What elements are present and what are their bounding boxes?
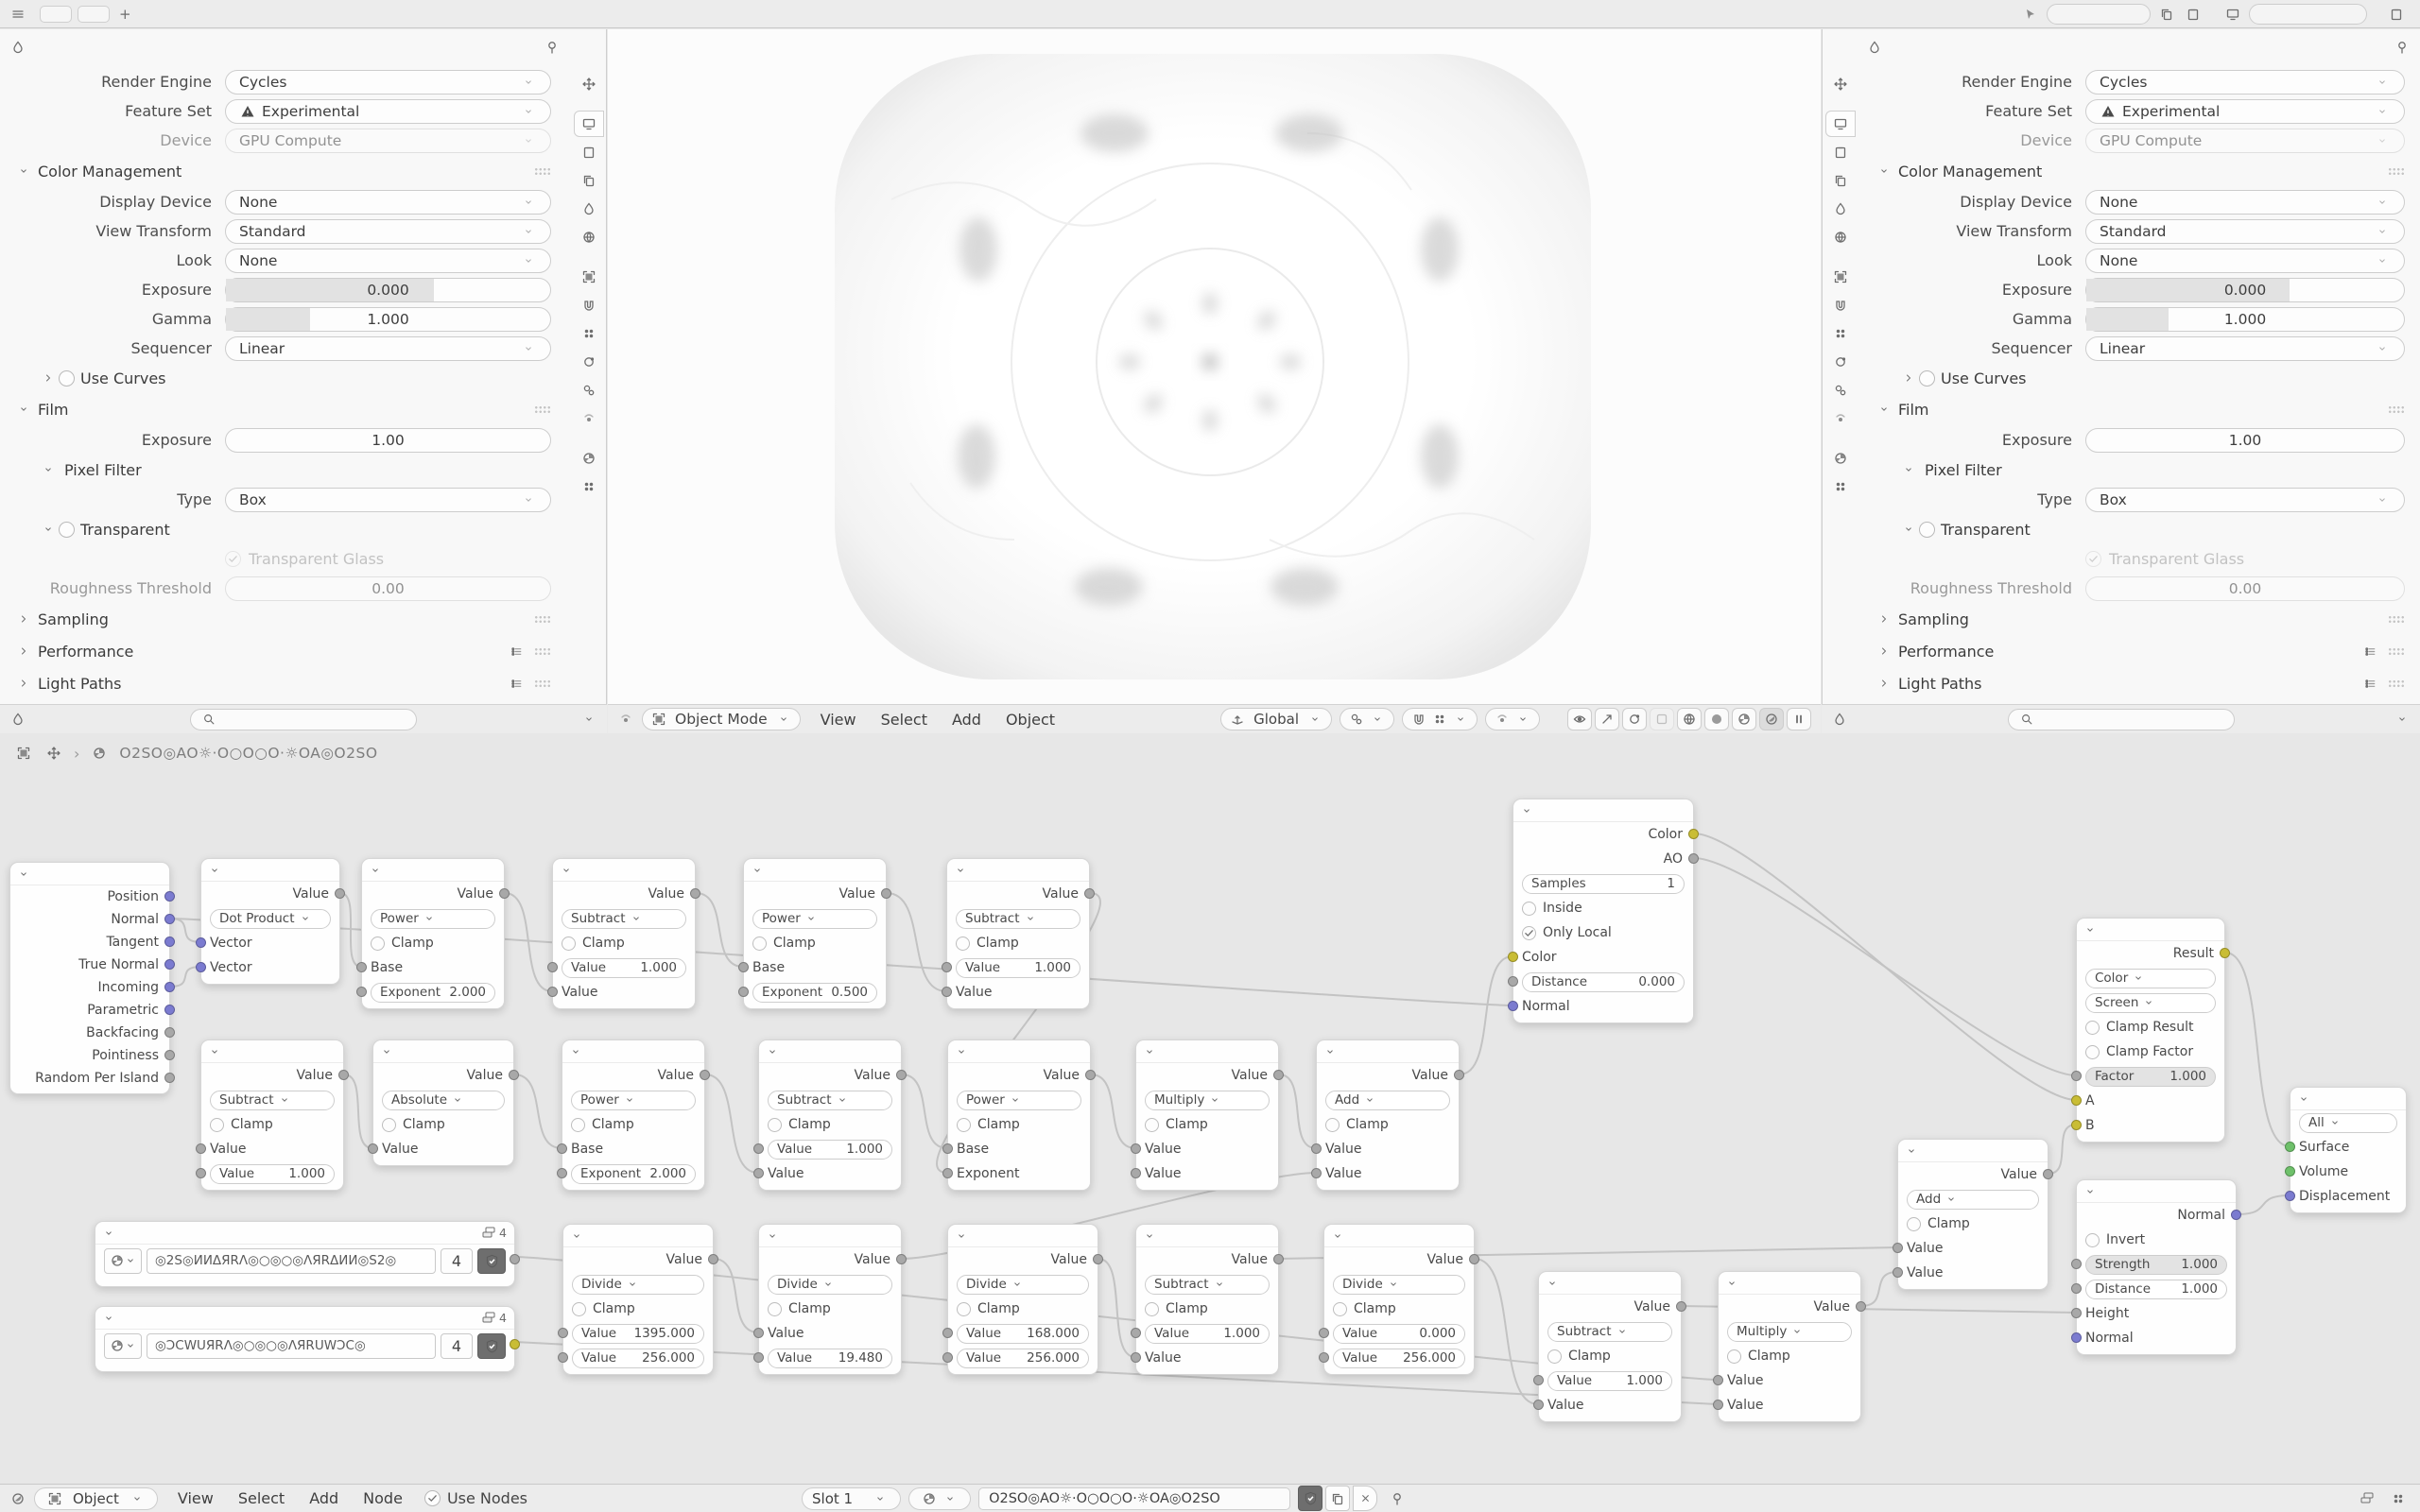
prop-label: Type [177, 490, 212, 508]
tab-modifiers[interactable] [1825, 292, 1856, 318]
node-checkbox-clamp-result[interactable] [2085, 1021, 2100, 1035]
texture-browse-dropdown[interactable] [104, 1248, 142, 1274]
subpanel-use-curves[interactable]: Use Curves [0, 363, 566, 393]
node-value-field[interactable]: Value 0.000 [1333, 1324, 1465, 1344]
node-material-output[interactable]: All Surface Volume Displacement [2290, 1087, 2407, 1213]
node-math-subtract-3[interactable]: Value Subtract Clamp Value Value 1.000 [200, 1040, 344, 1191]
search-icon [199, 709, 219, 730]
node-math-power-4[interactable]: Value Power Clamp Base Exponent [947, 1040, 1091, 1191]
section-color-management[interactable]: Color Management [0, 155, 566, 187]
view-layer-field[interactable] [2249, 4, 2367, 25]
viewport-menu-add[interactable]: Add [951, 710, 981, 729]
node-value-field[interactable]: Value 19.480 [768, 1349, 892, 1368]
prop-label: Display Device [1960, 193, 2072, 211]
tab-object-data[interactable] [574, 405, 604, 432]
prop-label: Roughness Threshold [1910, 579, 2072, 597]
prop-roughness-threshold[interactable]: 0.00 [225, 576, 551, 601]
node-value-field[interactable]: Exponent 2.000 [371, 983, 495, 1003]
prop-device[interactable]: GPU Compute [2085, 129, 2405, 153]
node-operation-dropdown[interactable]: Color [2085, 969, 2216, 988]
tab-object-data[interactable] [1825, 405, 1856, 432]
app-menu-icon[interactable] [8, 4, 28, 25]
node-operation-dropdown[interactable]: Subtract [1145, 1275, 1270, 1295]
node-ambient-occlusion[interactable]: Color AO Samples 1 Inside Only Local Color Distance 0.000 Normal [1512, 799, 1694, 1023]
prop-label: View Transform [95, 222, 212, 240]
pin-material-icon[interactable] [1387, 1488, 1408, 1509]
prop-label: Device [2020, 131, 2072, 149]
fake-user-shield-icon[interactable] [477, 1333, 506, 1359]
grid-icon[interactable] [2388, 1488, 2409, 1509]
node-math-multiply-1[interactable]: Value Multiply Clamp Value Value [1135, 1040, 1279, 1191]
node-operation-dropdown[interactable]: Power [752, 909, 877, 929]
display-icon[interactable] [2222, 4, 2243, 25]
node-value-field[interactable]: Value 256.000 [1333, 1349, 1465, 1368]
properties-editor-icon[interactable] [8, 37, 28, 58]
preset-list-icon[interactable] [506, 673, 527, 694]
chevron-down-icon [1305, 709, 1325, 730]
tab-texture[interactable] [1825, 473, 1856, 500]
node-editor-header [0, 1484, 2420, 1512]
object-mode-icon [648, 709, 669, 730]
section-film[interactable]: Film [0, 393, 566, 425]
node-math-power-3[interactable]: Value Power Clamp Base Exponent 2.000 [562, 1040, 705, 1191]
node-operation-dropdown[interactable]: Add [1325, 1091, 1450, 1110]
node-value-field[interactable]: Value 1.000 [562, 958, 686, 978]
preset-list-icon[interactable] [2360, 641, 2380, 662]
prop-label: Exposure [2001, 431, 2072, 449]
proportional-edit-dropdown[interactable] [1485, 708, 1540, 730]
pin-icon-right[interactable] [2392, 37, 2412, 58]
orientation-dropdown[interactable]: Global [1220, 708, 1332, 730]
texture-name-field[interactable]: ◎ƆCWUЯRΛ◎○◎○◎ΛЯRUWƆC◎ [147, 1333, 436, 1359]
prop-label: Roughness Threshold [49, 579, 212, 597]
checkbox[interactable] [59, 522, 75, 538]
magnet-icon [1409, 709, 1429, 730]
tab-world[interactable] [1825, 224, 1856, 250]
node-math-add-2[interactable]: Value Add Clamp Value Value [1897, 1139, 2048, 1290]
node-value-field[interactable]: Value 1395.000 [572, 1324, 704, 1344]
clipboard-icon-2[interactable] [2386, 4, 2407, 25]
node-math-divide-1[interactable]: Value Divide Clamp Value 1395.000 Value 256.000 [562, 1224, 714, 1375]
tab-texture[interactable] [574, 473, 604, 500]
tab-tool[interactable] [1825, 71, 1856, 97]
node-image-texture-2[interactable]: 4 ◎ƆCWUЯRΛ◎○◎○◎ΛЯRUWƆC◎ 4 [95, 1306, 515, 1372]
node-checkbox-clamp[interactable] [957, 1302, 971, 1316]
workspace-tab-1[interactable] [40, 6, 72, 23]
node-checkbox-clamp[interactable] [957, 1118, 971, 1132]
node-operation-dropdown[interactable]: Divide [572, 1275, 704, 1295]
use-nodes-checkbox[interactable] [424, 1490, 441, 1506]
node-checkbox-clamp[interactable] [768, 1302, 782, 1316]
node-operation-dropdown[interactable]: Absolute [382, 1091, 505, 1110]
prop-device[interactable]: GPU Compute [225, 129, 551, 153]
prop-label: Feature Set [1985, 102, 2072, 120]
node-checkbox-clamp[interactable] [1907, 1217, 1921, 1231]
prop-label: Device [160, 131, 212, 149]
gizmos-icon[interactable] [1595, 708, 1619, 730]
system-icon[interactable] [2358, 1488, 2378, 1509]
subpanel-use-curves[interactable]: Use Curves [1860, 363, 2420, 393]
snapping-dropdown[interactable] [1340, 708, 1394, 730]
node-checkbox-clamp[interactable] [371, 936, 385, 951]
node-checkbox-clamp[interactable] [210, 1118, 224, 1132]
node-operation-dropdown[interactable]: Dot Product [210, 909, 331, 929]
prop-display-device[interactable]: None [225, 190, 551, 215]
users-count-button[interactable]: 4 [441, 1333, 473, 1359]
tab-view-layer[interactable] [1825, 167, 1856, 194]
shading-material-icon[interactable] [1732, 708, 1756, 730]
prop-sequencer[interactable]: Linear [2085, 336, 2405, 361]
tab-particles[interactable] [574, 320, 604, 347]
node-checkbox-inside[interactable] [1522, 902, 1536, 916]
slot-dropdown[interactable]: Slot 1 [802, 1487, 901, 1510]
fake-user-shield-icon[interactable] [477, 1248, 506, 1274]
shading-rendered-icon[interactable] [1759, 708, 1784, 730]
editor-type-icon[interactable] [8, 709, 28, 730]
shading-solid-icon[interactable] [1704, 708, 1729, 730]
node-value-field[interactable]: Distance 1.000 [2085, 1280, 2227, 1299]
viewport-header [608, 704, 1821, 733]
proportional-icon [1492, 709, 1512, 730]
node-value-field[interactable]: Distance 0.000 [1522, 972, 1685, 992]
node-bump[interactable]: Normal Invert Strength 1.000 Distance 1.000 Height Normal [2076, 1179, 2237, 1355]
node-value-field[interactable]: Value 1.000 [1145, 1324, 1270, 1344]
node-checkbox-invert[interactable] [2085, 1233, 2100, 1247]
node-menu-select[interactable]: Select [237, 1489, 285, 1507]
section-light-paths[interactable]: Light Paths [0, 667, 566, 699]
tab-object[interactable] [574, 264, 604, 290]
node-checkbox-clamp[interactable] [1333, 1302, 1347, 1316]
breadcrumb: › O2SO◎AO☼·O○O○O·☼OA◎O2SO [13, 743, 378, 764]
scene-name-field[interactable] [2047, 4, 2151, 25]
prop-label: Feature Set [125, 102, 212, 120]
texture-browse-dropdown[interactable] [104, 1333, 142, 1359]
viewport-menu-object[interactable]: Object [1005, 710, 1056, 729]
prop-label: Sequencer [130, 339, 212, 357]
node-operation-dropdown[interactable]: Subtract [210, 1091, 335, 1110]
breadcrumb-material-name: O2SO◎AO☼·O○O○O·☼OA◎O2SO [119, 745, 378, 762]
node-value-field[interactable]: Exponent 0.500 [752, 983, 877, 1003]
cursor-tool-icon[interactable] [2020, 4, 2041, 25]
prop-gamma[interactable]: 1.000 [2085, 307, 2405, 332]
copy-icon[interactable] [2156, 4, 2177, 25]
tab-output[interactable] [574, 139, 604, 165]
node-math-subtract-4[interactable]: Value Subtract Clamp Value 1.000 Value [758, 1040, 902, 1191]
tab-view-layer[interactable] [574, 167, 604, 194]
prop-label: Look [176, 251, 212, 269]
node-math-power-2[interactable]: Value Power Clamp Base Exponent 0.500 [743, 858, 887, 1009]
tab-modifiers[interactable] [574, 292, 604, 318]
tab-tool[interactable] [574, 71, 604, 97]
viewport-menu-view[interactable]: View [820, 710, 856, 729]
prop-gamma[interactable]: 1.000 [225, 307, 551, 332]
viewport-3d[interactable] [608, 29, 1821, 704]
section-sampling[interactable]: Sampling [1860, 603, 2420, 635]
prop-render-engine[interactable]: Cycles [225, 70, 551, 94]
node-operation-dropdown[interactable]: Multiply [1145, 1091, 1270, 1110]
tab-constraints[interactable] [1825, 377, 1856, 404]
use-nodes-label: Use Nodes [446, 1489, 528, 1507]
prop-label: Render Engine [1962, 73, 2072, 91]
node-checkbox-clamp[interactable] [571, 1118, 585, 1132]
section-film[interactable]: Film [1860, 393, 2420, 425]
node-geometry[interactable]: Position Normal Tangent True Normal Incoming Parametric Backfacing Pointiness Random Per Island [9, 862, 170, 1094]
warning-icon [237, 101, 258, 122]
subpanel-pixel-filter[interactable]: Pixel Filter [0, 455, 566, 485]
prop-display-device[interactable]: None [2085, 190, 2405, 215]
shading-wireframe-icon[interactable] [1677, 708, 1702, 730]
node-checkbox-clamp[interactable] [768, 1118, 782, 1132]
options-chevron-icon[interactable] [579, 709, 599, 730]
unlink-material-icon[interactable] [1353, 1486, 1377, 1511]
material-browse-dropdown[interactable] [908, 1487, 971, 1510]
tab-output[interactable] [1825, 139, 1856, 165]
section-light-paths[interactable]: Light Paths [1860, 667, 2420, 699]
tab-constraints[interactable] [574, 377, 604, 404]
subpanel-transparent[interactable]: Transparent [0, 514, 566, 544]
node-checkbox-clamp-factor[interactable] [2085, 1045, 2100, 1059]
prop-roughness-threshold[interactable]: 0.00 [2085, 576, 2405, 601]
snap-icon [1346, 709, 1367, 730]
node-menu-node[interactable]: Node [363, 1489, 403, 1507]
checkbox[interactable] [2085, 551, 2101, 567]
node-value-field[interactable]: Value 1.000 [956, 958, 1080, 978]
output-socket[interactable] [510, 1339, 520, 1349]
node-value-field[interactable]: Value 256.000 [957, 1349, 1089, 1368]
snap-grid-icon [1429, 709, 1450, 730]
users-count-button[interactable]: 4 [441, 1248, 473, 1274]
prop-type[interactable]: Box [225, 488, 551, 512]
properties-footer-left [0, 704, 607, 733]
pin-icon[interactable] [542, 37, 562, 58]
prop-label: Exposure [141, 281, 212, 299]
shader-node-editor[interactable] [0, 733, 2420, 1484]
node-checkbox-clamp[interactable] [956, 936, 970, 951]
tab-scene[interactable] [1825, 196, 1856, 222]
node-checkbox-only-local[interactable] [1522, 926, 1536, 940]
properties-editor-left [0, 29, 607, 704]
node-operation-dropdown[interactable]: Power [957, 1091, 1081, 1110]
duplicate-material-icon[interactable] [1325, 1486, 1350, 1511]
node-math-divide-4[interactable]: Value Divide Clamp Value 0.000 Value 256.000 [1323, 1224, 1475, 1375]
prop-look[interactable]: None [2085, 249, 2405, 273]
prop-exposure[interactable]: 0.000 [2085, 278, 2405, 302]
prop-label: Gamma [151, 310, 212, 328]
node-math-subtract-5[interactable]: Value Subtract Clamp Value 1.000 Value [1135, 1224, 1279, 1375]
search-field[interactable] [190, 709, 417, 730]
texture-name-field[interactable]: ◎2S◎ИИΔЯRΛ◎○◎○◎ΛЯRΔИИ◎S2◎ [147, 1248, 436, 1274]
node-checkbox-clamp[interactable] [1145, 1302, 1159, 1316]
node-checkbox-clamp[interactable] [562, 936, 576, 951]
prop-view-transform[interactable]: Standard [225, 219, 551, 244]
node-value-field[interactable]: Strength 1.000 [2085, 1255, 2227, 1275]
tab-physics[interactable] [574, 349, 604, 375]
properties-content-left: Render Engine Cycles Feature Set Experimental Device GPU Compute Color Management Display Device None View Transform Standard Look None Exposure 0.000 Gamma 1.000 Sequencer Linear Use Curves Film Exposure 1.00 Pixel Filter Type Box Transparent Transparent Glass Roughness Threshold 0.00 Sampling Performance Light Paths [0, 67, 566, 700]
properties-editor-icon-right[interactable] [1864, 37, 1885, 58]
prop-render-engine[interactable]: Cycles [2085, 70, 2405, 94]
material-name-field[interactable]: O2SO◎AO☼·O○O○O·☼OA◎O2SO [978, 1487, 1290, 1510]
shader-type-dropdown[interactable]: Object [34, 1487, 158, 1510]
object-icon [44, 1488, 65, 1509]
warning-icon [2098, 101, 2118, 122]
node-value-field[interactable]: Value 1.000 [1547, 1371, 1672, 1391]
prop-label: Gamma [2012, 310, 2072, 328]
checkbox[interactable] [59, 370, 75, 387]
node-checkbox-clamp[interactable] [572, 1302, 586, 1316]
checkbox[interactable] [225, 551, 241, 567]
magnet-toggle[interactable] [1402, 708, 1478, 730]
tab-material[interactable] [574, 445, 604, 472]
prop-label: Sequencer [1991, 339, 2072, 357]
node-operation-dropdown[interactable]: Divide [768, 1275, 892, 1295]
node-value-field[interactable]: Factor 1.000 [2085, 1067, 2216, 1087]
checkbox[interactable] [1919, 370, 1935, 387]
topbar [0, 0, 2420, 28]
clipboard-icon[interactable] [2183, 4, 2204, 25]
prop-feature-set[interactable]: Experimental [225, 99, 551, 124]
node-operation-dropdown[interactable]: Power [571, 1091, 696, 1110]
node-operation-dropdown[interactable]: Power [371, 909, 495, 929]
overlays-icon[interactable] [1622, 708, 1647, 730]
search-field-right[interactable] [2008, 709, 2235, 730]
material-icon [919, 1488, 940, 1509]
editor-type-3d-icon[interactable] [615, 709, 636, 730]
subpanel-pixel-filter[interactable]: Pixel Filter [1860, 455, 2420, 485]
prop-feature-set[interactable]: Experimental [2085, 99, 2405, 124]
properties-footer-right [1822, 704, 2420, 733]
node-value-field[interactable]: Value 1.000 [210, 1164, 335, 1184]
node-math-divide-3[interactable]: Value Divide Clamp Value 168.000 Value 256.000 [947, 1224, 1098, 1375]
node-math-power-1[interactable]: Value Power Clamp Base Exponent 2.000 [361, 858, 505, 1009]
prop-label: Look [2036, 251, 2072, 269]
node-math-divide-2[interactable]: Value Divide Clamp Value Value 19.480 [758, 1224, 902, 1375]
section-color-management[interactable]: Color Management [1860, 155, 2420, 187]
axes-icon [1227, 709, 1248, 730]
prop-sequencer[interactable]: Linear [225, 336, 551, 361]
node-operation-dropdown[interactable]: Multiply [1727, 1322, 1852, 1342]
node-value-field[interactable]: Value 256.000 [572, 1349, 704, 1368]
subpanel-transparent[interactable]: Transparent [1860, 514, 2420, 544]
node-checkbox-clamp[interactable] [1145, 1118, 1159, 1132]
node-math-multiply-2[interactable]: Value Multiply Clamp Value Value [1718, 1271, 1861, 1422]
nodes-layer [0, 733, 2420, 1484]
node-image-texture-1[interactable]: 4 ◎2S◎ИИΔЯRΛ◎○◎○◎ΛЯRΔИИ◎S2◎ 4 [95, 1221, 515, 1287]
properties-tabstrip-left [571, 71, 606, 502]
add-workspace-button[interactable]: + [119, 5, 131, 23]
node-checkbox-clamp[interactable] [752, 936, 767, 951]
section-performance[interactable]: Performance [0, 635, 566, 667]
node-operation-dropdown[interactable]: All [2299, 1113, 2397, 1133]
prop-exposure[interactable]: 1.00 [225, 428, 551, 453]
node-math-subtract-1[interactable]: Value Subtract Clamp Value 1.000 Value [552, 858, 696, 1009]
shader-editor-icon[interactable] [8, 1488, 28, 1509]
section-sampling[interactable]: Sampling [0, 603, 566, 635]
node-mix[interactable]: Result Color Screen Clamp Result Clamp Factor Factor 1.000 A B [2076, 918, 2225, 1143]
prop-label: View Transform [1956, 222, 2072, 240]
tab-scene[interactable] [574, 196, 604, 222]
node-math-subtract-2[interactable]: Value Subtract Clamp Value 1.000 Value [946, 858, 1090, 1009]
node-operation-dropdown[interactable]: Add [1907, 1190, 2039, 1210]
preset-list-icon[interactable] [506, 641, 527, 662]
viewport-object [608, 29, 1821, 704]
node-checkbox-clamp[interactable] [1727, 1349, 1741, 1364]
node-checkbox-clamp[interactable] [1325, 1118, 1340, 1132]
node-operation-dropdown[interactable]: Subtract [768, 1091, 892, 1110]
prop-label: Render Engine [101, 73, 212, 91]
prop-type[interactable]: Box [2085, 488, 2405, 512]
node-math-add-1[interactable]: Value Add Clamp Value Value [1316, 1040, 1460, 1191]
prop-exposure[interactable]: 1.00 [2085, 428, 2405, 453]
properties-editor-right [1822, 29, 2420, 704]
node-value-field[interactable]: Samples 1 [1522, 874, 1685, 894]
node-value-field[interactable]: Value 168.000 [957, 1324, 1089, 1344]
tab-render[interactable] [1825, 111, 1856, 137]
prop-exposure[interactable]: 0.000 [225, 278, 551, 302]
node-operation-dropdown[interactable]: Subtract [1547, 1322, 1672, 1342]
viewport-menu-select[interactable]: Select [880, 710, 927, 729]
options-chevron-icon-right[interactable] [2392, 709, 2412, 730]
tab-object[interactable] [1825, 264, 1856, 290]
workspace-tab-2[interactable] [78, 6, 110, 23]
node-vector-math-dot-product[interactable]: Value Dot Product Vector Vector [200, 858, 340, 985]
node-operation-dropdown[interactable]: Subtract [562, 909, 686, 929]
editor-type-icon-right[interactable] [1829, 709, 1850, 730]
node-operation-dropdown[interactable]: Subtract [956, 909, 1080, 929]
tab-world[interactable] [574, 224, 604, 250]
node-operation-dropdown[interactable]: Divide [957, 1275, 1089, 1295]
tab-particles[interactable] [1825, 320, 1856, 347]
node-operation-dropdown[interactable]: Screen [2085, 993, 2216, 1013]
node-menu-add[interactable]: Add [309, 1489, 339, 1507]
tab-material[interactable] [1825, 445, 1856, 472]
properties-content-right: Render Engine Cycles Feature Set Experimental Device GPU Compute Color Management Display Device None View Transform Standard Look None Exposure 0.000 Gamma 1.000 Sequencer Linear Use Curves Film Exposure 1.00 Pixel Filter Type Box Transparent Transparent Glass Roughness Threshold 0.00 Sampling Performance Light Paths [1860, 67, 2420, 700]
search-icon-right [2016, 709, 2037, 730]
tab-render[interactable] [574, 111, 604, 137]
prop-view-transform[interactable]: Standard [2085, 219, 2405, 244]
fake-user-shield-icon[interactable] [1298, 1486, 1322, 1511]
chevron-down-icon [773, 709, 794, 730]
node-checkbox-clamp[interactable] [1547, 1349, 1562, 1364]
prop-label: Display Device [99, 193, 212, 211]
prop-label: Exposure [2001, 281, 2072, 299]
node-operation-dropdown[interactable]: Divide [1333, 1275, 1465, 1295]
node-checkbox-clamp[interactable] [382, 1118, 396, 1132]
preset-list-icon[interactable] [2360, 673, 2380, 694]
output-socket[interactable] [510, 1254, 520, 1264]
prop-label: Exposure [141, 431, 212, 449]
prop-label: Type [2037, 490, 2072, 508]
section-performance[interactable]: Performance [1860, 635, 2420, 667]
checkbox[interactable] [1919, 522, 1935, 538]
chevron-down-icon [127, 1488, 147, 1509]
mode-dropdown[interactable]: Object Mode [642, 708, 801, 730]
node-menu-view[interactable]: View [177, 1489, 214, 1507]
visibility-icon[interactable] [1567, 708, 1592, 730]
node-value-field[interactable]: Value 1.000 [768, 1140, 892, 1160]
node-math-absolute[interactable]: Value Absolute Clamp Value [372, 1040, 514, 1166]
pause-icon[interactable] [1787, 708, 1811, 730]
xray-icon[interactable] [1650, 708, 1674, 730]
properties-tabstrip-right [1823, 71, 1858, 502]
node-value-field[interactable]: Exponent 2.000 [571, 1164, 696, 1184]
tab-physics[interactable] [1825, 349, 1856, 375]
prop-look[interactable]: None [225, 249, 551, 273]
node-math-subtract-6[interactable]: Value Subtract Clamp Value 1.000 Value [1538, 1271, 1682, 1422]
